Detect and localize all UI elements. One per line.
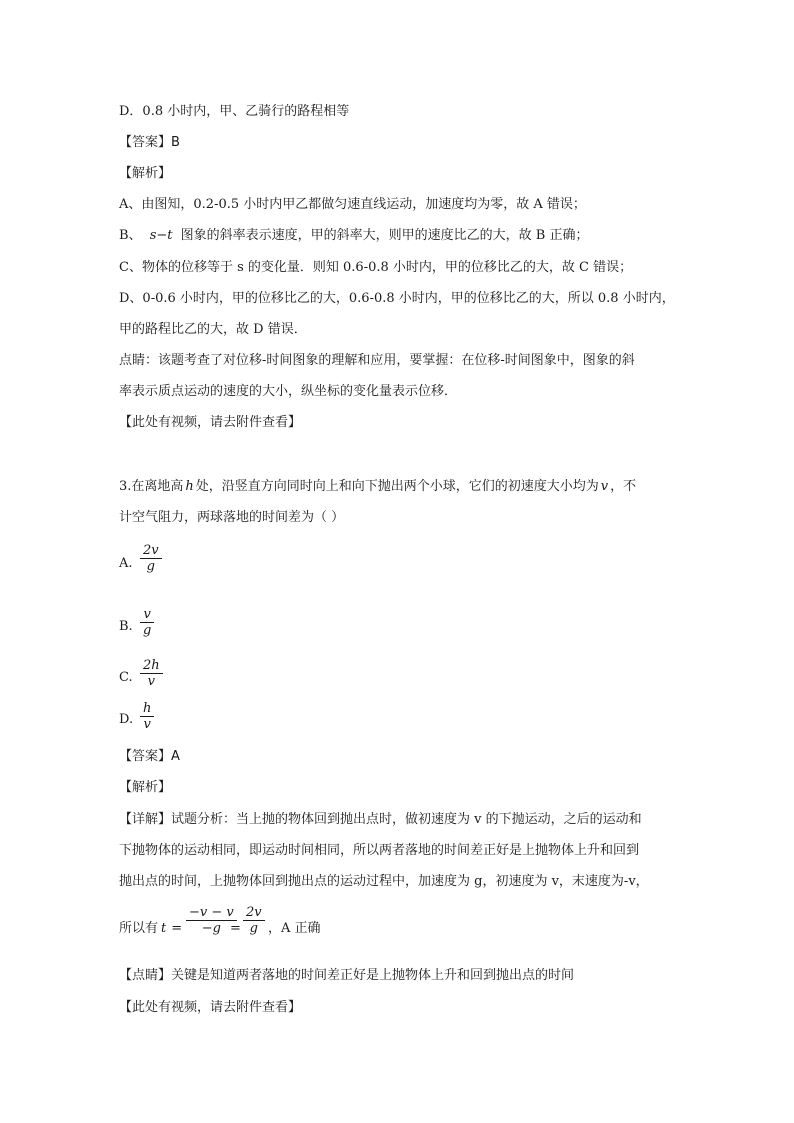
fraction-numerator: h [143,701,152,716]
q3-option-b-label: B. [119,619,133,634]
q3-formula-suffix: ，A 正确 [268,921,321,936]
q3-detail-line2: 下抛物体的运动相同，即运动时间相同，所以两者落地的时间差正好是上抛物体上升和回到 [119,843,640,858]
fraction-denominator: v [143,717,151,732]
formula-prefix-text: 所以有 [119,921,159,936]
fraction-numerator: 2v [246,905,262,920]
q3-answer: 【答案】A [119,749,180,764]
keypoint-text: 关键是知道两者落地的时间差正好是上抛物体上升和回到抛出点的时间 [171,968,575,983]
q3-option-b-fraction [140,607,154,638]
q2-comment-line1: 点睛：该题考查了对位移-时间图象的理解和应用，要掌握：在位移-时间图象中，图象的斜 [119,353,635,368]
q2-comment-line2: 率表示质点运动的速度的大小，纵坐标的变化量表示位移． [119,384,458,399]
q2-option-d: D．0.8 小时内，甲、乙骑行的路程相等 [119,104,350,119]
q3-stem-h: h [185,479,194,494]
q3-option-d-label: D. [119,712,134,727]
formula-equals-2: = [230,921,241,936]
q2-answer: 【答案】B [119,135,180,150]
q3-detail-line1: 【详解】试题分析：当上抛的物体回到抛出点时，做初速度为 v 的下抛运动，之后的运动和 [119,812,642,827]
q3-stem-v: v [600,479,609,494]
fraction-numerator: 2h [143,658,160,673]
q3-option-d-fraction [140,701,154,732]
fraction-denominator: g [143,623,152,638]
q2-analysis-b-prefix: B、 [119,228,142,243]
q2-analysis-d-line2: 甲的路程比乙的大，故 D 错误． [119,322,307,337]
q3-analysis-header: 【解析】 [119,780,172,795]
fraction-numerator: v [143,607,151,622]
q2-analysis-a: A、由图知，0.2-0.5 小时内甲乙都做匀速直线运动，加速度均为零，故 A 错误； [119,197,586,212]
formula-equals-1: = [171,921,183,936]
q3-formula-prefix [119,919,184,939]
q2-analysis-c: C、物体的位移等于 s 的变化量．则知 0.6-0.8 小时内，甲的位移比乙的大，故 C 错误； [119,260,633,275]
fraction-numerator: −v − v [189,905,234,920]
q2-analysis-b-formula: s−t [149,228,173,243]
q3-option-c-label: C. [119,670,133,685]
fraction-denominator: g [146,559,155,574]
q2-analysis-b-text: 图象的斜率表示速度，甲的斜率大，则甲的速度比乙的大，故 B 正确； [180,228,589,243]
q3-option-a-fraction [140,543,162,574]
q2-video-note: 【此处有视频，请去附件查看】 [119,415,302,430]
fraction-numerator: 2v [143,543,159,558]
q3-option-c-fraction [140,658,163,689]
q3-stem-b: 处，沿竖直方向同时向上和向下抛出两个小球，它们的初速度大小均为 [195,479,599,494]
fraction-denominator: v [147,674,155,689]
q2-analysis-d-line1: D、0-0.6 小时内，甲的位移比乙的大，0.6-0.8 小时内，甲的位移比乙的大，所以 0.8 小时内， [119,291,675,306]
q2-analysis-header: 【解析】 [119,166,172,181]
fraction-denominator: g [249,921,258,936]
q3-option-a-label: A. [119,556,133,571]
q3-detail-line3: 抛出点的时间，上抛物体回到抛出点的运动过程中，加速度为 g，初速度为 v，末速度为-v， [119,874,649,889]
keypoint-label: 【点睛】 [119,968,172,983]
q2-analysis-b [119,226,588,246]
q3-video-note: 【此处有视频，请去附件查看】 [119,1000,302,1015]
q3-stem-line1 [119,477,636,497]
q3-stem-line2: 计空气阻力，两球落地的时间差为（ ） [119,510,345,525]
q3-formula-fraction-2 [243,905,265,936]
q3-keypoint [119,966,574,986]
q3-stem-c: ，不 [610,479,637,494]
q3-stem-a: 3.在离地高 [119,479,184,494]
fraction-denominator: −g [201,921,221,936]
formula-t: t [161,921,167,936]
